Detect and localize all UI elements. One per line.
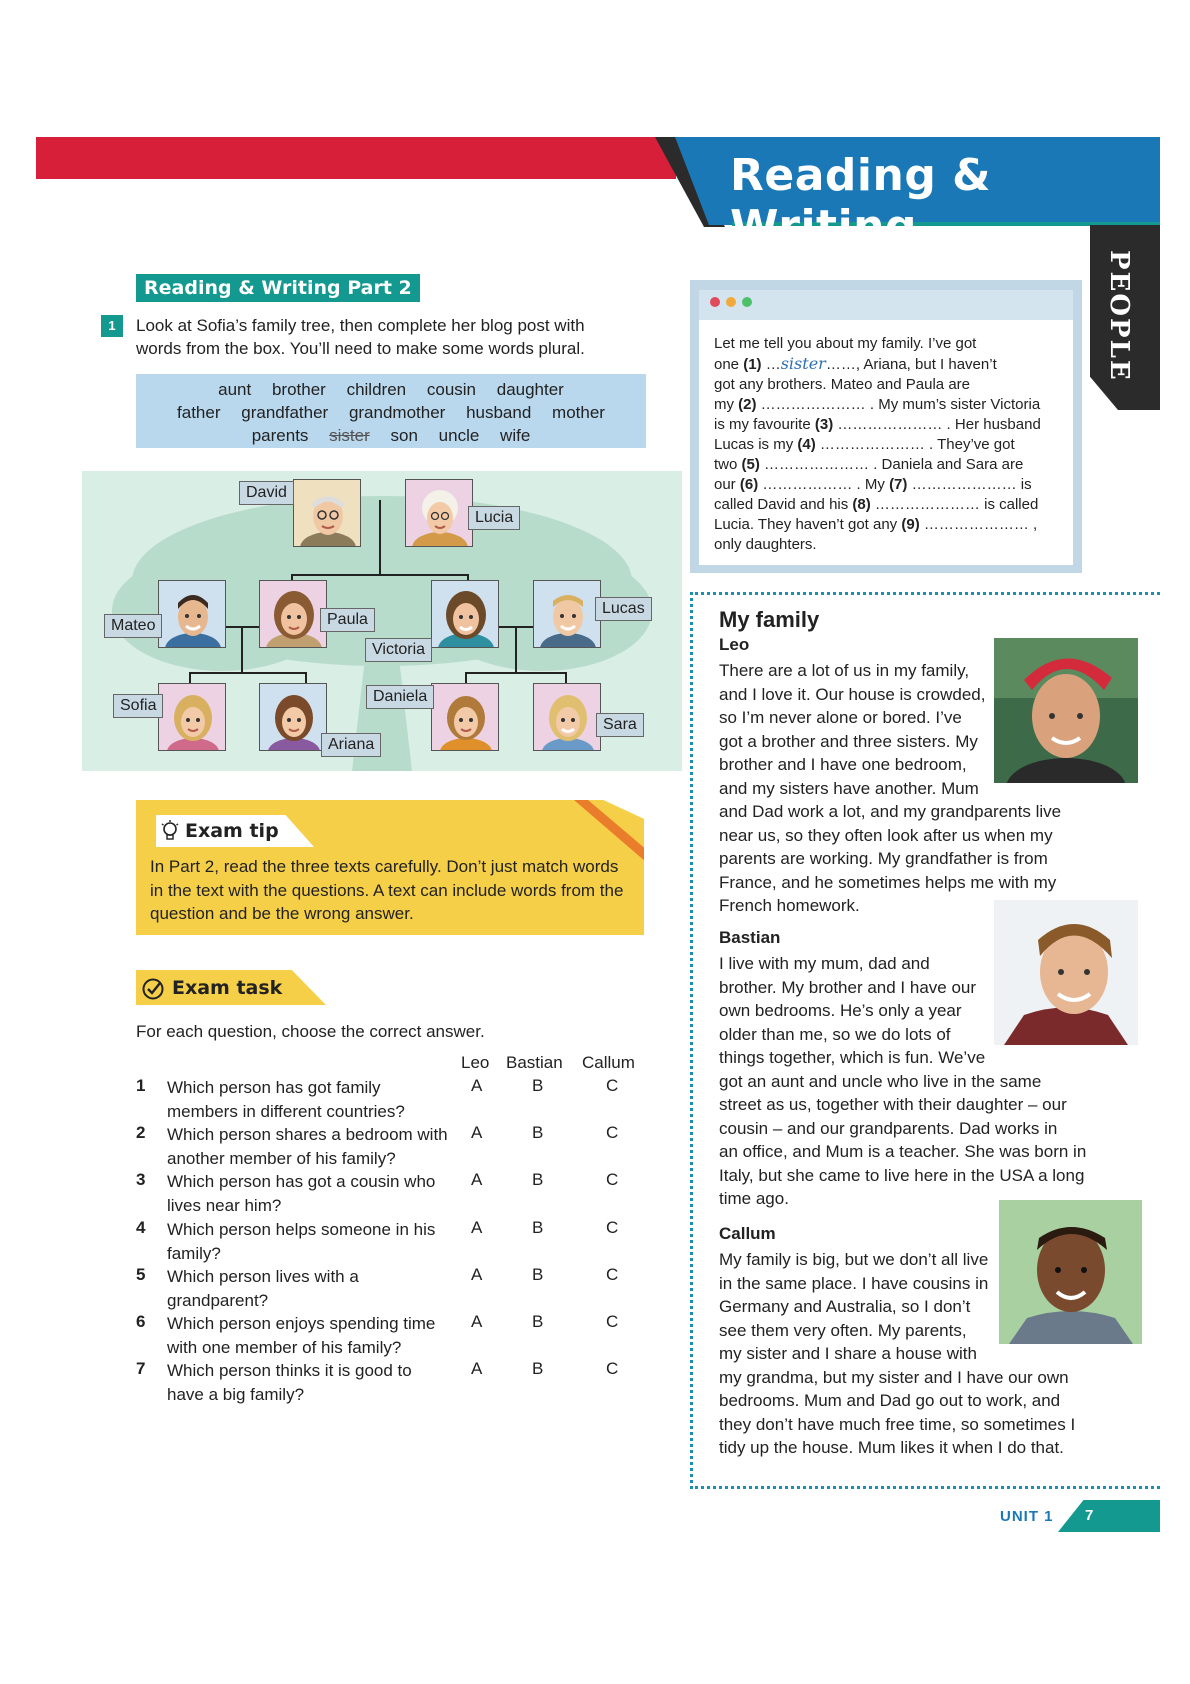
- question-text: Which person helps someone in his family?: [167, 1220, 436, 1263]
- question-text: Which person thinks it is good to have a big family?: [167, 1361, 412, 1404]
- answer-option-a[interactable]: A: [471, 1123, 483, 1142]
- text-line: own bedrooms. He’s only a year: [719, 1001, 962, 1020]
- reading-title: My family: [719, 607, 820, 632]
- tree-connector: [379, 500, 381, 574]
- gap-number: (4): [797, 436, 816, 453]
- tree-connector: [189, 672, 307, 674]
- text-line: older than me, so we do lots of: [719, 1024, 951, 1044]
- page-title: Reading & Writing: [730, 150, 992, 252]
- tree-connector: [515, 626, 517, 674]
- question-number-badge: 1: [101, 315, 123, 337]
- question-text: Which person has got family members in different countries?: [167, 1078, 405, 1121]
- name-tag-paula: Paula: [320, 608, 375, 632]
- answer-option-c[interactable]: C: [606, 1359, 619, 1378]
- photo-bastian: [994, 900, 1138, 1045]
- text-line: they don’t have much free time, so sometimes I: [719, 1414, 1076, 1434]
- photo-leo: [994, 638, 1138, 783]
- side-tab-label: PEOPLE: [1104, 250, 1134, 382]
- blog-window-bar: [699, 290, 1073, 320]
- word-item: aunt: [218, 380, 252, 399]
- word-item: wife: [500, 426, 531, 445]
- answer-option-a[interactable]: A: [471, 1218, 483, 1237]
- text-line: and my sisters have another. Mum: [719, 778, 979, 798]
- window-dot-green: [742, 297, 752, 307]
- question-number: 2: [136, 1123, 146, 1142]
- answer-option-c[interactable]: C: [606, 1123, 619, 1142]
- text-line: things together, which is fun. We’ve: [719, 1048, 986, 1067]
- aunt-face-icon: [432, 581, 499, 648]
- word-row: [136, 403, 646, 423]
- text-line: so I’m never alone or bored. I’ve: [719, 708, 962, 727]
- girl-face-icon: [159, 684, 226, 751]
- portrait-sofia: [158, 683, 226, 751]
- question-number: 4: [136, 1218, 146, 1237]
- word-item: brother: [271, 380, 326, 399]
- text-line: near us, so they often look after us when my: [719, 825, 1053, 845]
- exam-task-instruction: For each question, choose the correct answer.: [136, 1022, 485, 1041]
- blog-post-text: [714, 334, 1064, 555]
- word-item-crossed: sister: [329, 426, 370, 445]
- answer-option-a[interactable]: A: [471, 1312, 483, 1331]
- name-tag-mateo: Mateo: [104, 614, 162, 638]
- answer-option-a[interactable]: A: [471, 1359, 483, 1378]
- question-text: Which person has got a cousin who lives near him?: [167, 1172, 436, 1215]
- gap-number: (2): [738, 396, 757, 413]
- blog-line: my (2) ………………… . My mum’s sister Victoria: [714, 396, 1041, 413]
- portrait-ariana: [259, 683, 327, 751]
- question-number: 1: [136, 1076, 146, 1095]
- lightbulb-icon: [160, 820, 180, 842]
- answer-option-c[interactable]: C: [606, 1076, 619, 1095]
- word-item: uncle: [438, 426, 480, 445]
- question-number: 3: [136, 1170, 146, 1189]
- gap-number: (3): [814, 416, 834, 433]
- handwritten-answer: sister: [780, 354, 826, 373]
- blog-line: one (1) …sister……, Ariana, but I haven’t: [714, 354, 997, 373]
- window-dot-orange: [726, 297, 736, 307]
- gap-number: (9): [901, 516, 920, 533]
- portrait-lucia: [405, 479, 473, 547]
- answer-option-a[interactable]: A: [471, 1170, 483, 1189]
- person-name-callum: Callum: [719, 1224, 776, 1243]
- blog-line: two (5) ………………… . Daniela and Sara are: [714, 456, 1024, 473]
- blog-line: got any brothers. Mateo and Paula are: [714, 376, 970, 393]
- word-item: cousin: [426, 380, 476, 399]
- text-line: in the same place. I have cousins in: [719, 1273, 989, 1293]
- person-name-leo: Leo: [719, 635, 750, 654]
- portrait-lucas: [533, 580, 601, 648]
- text-line: street as us, together with their daughter – our: [719, 1095, 1067, 1114]
- question-text: Which person shares a bedroom with another member of his family?: [167, 1125, 448, 1168]
- answer-option-c[interactable]: C: [606, 1265, 619, 1284]
- word-item: daughter: [496, 380, 564, 399]
- uncle-face-icon: [534, 581, 601, 648]
- portrait-paula: [259, 580, 327, 648]
- text-line: France, and he sometimes helps me with my: [719, 872, 1057, 892]
- question-text: Which person lives with a grandparent?: [167, 1267, 359, 1310]
- blog-line: is my favourite (3) ………………… . Her husband: [714, 416, 1041, 433]
- gap-number: (8): [852, 496, 871, 513]
- text-line: parents are working. My grandfather is from: [719, 849, 1048, 868]
- boy-portrait-photo: [999, 1200, 1142, 1344]
- text-line: time ago.: [719, 1189, 789, 1208]
- exam-task-title: Exam task: [172, 977, 283, 999]
- name-tag-victoria: Victoria: [365, 638, 432, 662]
- name-tag-lucas: Lucas: [595, 597, 652, 621]
- blog-line: our (6) ……………… . My (7) ………………… is: [714, 476, 1032, 493]
- answer-option-b[interactable]: B: [532, 1170, 544, 1189]
- blog-line: Let me tell you about my family. I’ve got: [714, 335, 977, 352]
- tree-connector: [291, 574, 469, 576]
- page-number: 7: [1085, 1507, 1094, 1524]
- tree-connector: [241, 626, 243, 674]
- page-number-tab: [1058, 1500, 1160, 1532]
- text-line: tidy up the house. Mum likes it when I do that.: [719, 1438, 1064, 1457]
- gap-number: (5): [741, 456, 760, 473]
- column-header-callum: Callum: [582, 1053, 635, 1072]
- word-item: son: [390, 426, 418, 445]
- answer-option-c[interactable]: C: [606, 1218, 619, 1237]
- mother-face-icon: [260, 581, 327, 648]
- text-line: My family is big, but we don’t all live: [719, 1250, 989, 1269]
- exam-tip-text: In Part 2, read the three texts carefully. Don’t just match words in the text with the questions. A text can include words from the question and be the wrong answer.: [150, 857, 624, 923]
- exam-tip-title: Exam tip: [185, 820, 279, 842]
- question-number: 6: [136, 1312, 146, 1331]
- answer-option-a[interactable]: A: [471, 1265, 483, 1284]
- column-header-bastian: Bastian: [506, 1053, 563, 1072]
- text-line: Germany and Australia, so I don’t: [719, 1297, 971, 1316]
- blog-line: only daughters.: [714, 536, 817, 553]
- name-tag-ariana: Ariana: [321, 733, 381, 757]
- text-line: brother. My brother and I have our: [719, 977, 977, 997]
- answer-option-a[interactable]: A: [471, 1076, 483, 1095]
- blog-line: Lucia. They haven’t got any (9) ………………… ,: [714, 516, 1038, 533]
- check-circle-icon: [141, 977, 165, 1001]
- window-dot-red: [710, 297, 720, 307]
- answer-option-b[interactable]: B: [532, 1123, 544, 1142]
- text-line: my grandma, but my sister and I have our own: [719, 1367, 1069, 1387]
- name-tag-sofia: Sofia: [113, 694, 163, 718]
- gap-number: (7): [889, 476, 908, 493]
- word-row: [136, 426, 646, 446]
- answer-option-c[interactable]: C: [606, 1312, 619, 1331]
- word-item: father: [177, 403, 221, 422]
- blog-line: Lucas is my (4) ………………… . They’ve got: [714, 436, 1015, 453]
- text-line: my sister and I share a house with: [719, 1344, 977, 1363]
- girl-face-icon: [534, 684, 601, 751]
- boy-portrait-photo: [994, 638, 1138, 783]
- unit-label: UNIT 1: [1000, 1508, 1054, 1525]
- question-number: 7: [136, 1359, 146, 1378]
- answer-option-c[interactable]: C: [606, 1170, 619, 1189]
- word-item: mother: [552, 403, 605, 422]
- text-line: cousin – and our grandparents. Dad works in: [719, 1118, 1058, 1138]
- part-label: Reading & Writing Part 2: [136, 274, 420, 302]
- question-text: Which person enjoys spending time with one member of his family?: [167, 1314, 436, 1357]
- text-line: bedrooms. Mum and Dad go out to work, and: [719, 1391, 1061, 1410]
- name-tag-lucia: Lucia: [468, 506, 520, 530]
- word-box: [136, 374, 646, 448]
- portrait-daniela: [431, 683, 499, 751]
- text-line: and Dad work a lot, and my grandparents live: [719, 802, 1062, 821]
- tree-connector: [465, 672, 567, 674]
- gap-number: (6): [739, 476, 759, 493]
- answer-option-b[interactable]: B: [532, 1359, 544, 1378]
- photo-callum: [999, 1200, 1142, 1344]
- text-line: There are a lot of us in my family,: [719, 661, 970, 680]
- header-red-band: [36, 137, 676, 179]
- father-face-icon: [159, 581, 226, 648]
- name-tag-sara: Sara: [596, 713, 644, 737]
- blog-line: called David and his (8) ………………… is called: [714, 496, 1039, 513]
- girl-face-icon: [432, 684, 499, 751]
- grandfather-face-icon: [294, 480, 361, 547]
- portrait-david: [293, 479, 361, 547]
- text-line: and I love it. Our house is crowded,: [719, 684, 986, 704]
- text-line: I live with my mum, dad and: [719, 954, 930, 973]
- answer-option-b[interactable]: B: [532, 1312, 544, 1331]
- text-line: an office, and Mum is a teacher. She was born in: [719, 1142, 1087, 1161]
- word-row: [136, 380, 646, 400]
- question-number: 5: [136, 1265, 146, 1284]
- word-item: children: [346, 380, 407, 399]
- portrait-mateo: [158, 580, 226, 648]
- portrait-victoria: [431, 580, 499, 648]
- answer-option-b[interactable]: B: [532, 1218, 544, 1237]
- gap-number: (1): [743, 356, 762, 373]
- answer-option-b[interactable]: B: [532, 1076, 544, 1095]
- name-tag-david: David: [239, 481, 294, 505]
- boy-portrait-photo: [994, 900, 1138, 1045]
- word-item: grandfather: [241, 403, 329, 422]
- text-line: brother and I have one bedroom,: [719, 755, 967, 774]
- person-name-bastian: Bastian: [719, 928, 781, 947]
- word-item: parents: [251, 426, 309, 445]
- word-item: husband: [466, 403, 532, 422]
- girl-face-icon: [260, 684, 327, 751]
- text-line: French homework.: [719, 896, 860, 915]
- text-line: got an aunt and uncle who live in the same: [719, 1071, 1042, 1091]
- portrait-sara: [533, 683, 601, 751]
- text-line: got a brother and three sisters. My: [719, 731, 978, 751]
- answer-option-b[interactable]: B: [532, 1265, 544, 1284]
- grandmother-face-icon: [406, 480, 473, 547]
- text-line: see them very often. My parents,: [719, 1320, 967, 1340]
- word-item: grandmother: [348, 403, 446, 422]
- text-line: Italy, but she came to live here in the USA a long: [719, 1165, 1085, 1185]
- name-tag-daniela: Daniela: [366, 685, 434, 709]
- instruction-text: Look at Sofia’s family tree, then complete her blog post with words from the box. You’ll need to make some words plural.: [136, 316, 585, 358]
- column-header-leo: Leo: [461, 1053, 490, 1072]
